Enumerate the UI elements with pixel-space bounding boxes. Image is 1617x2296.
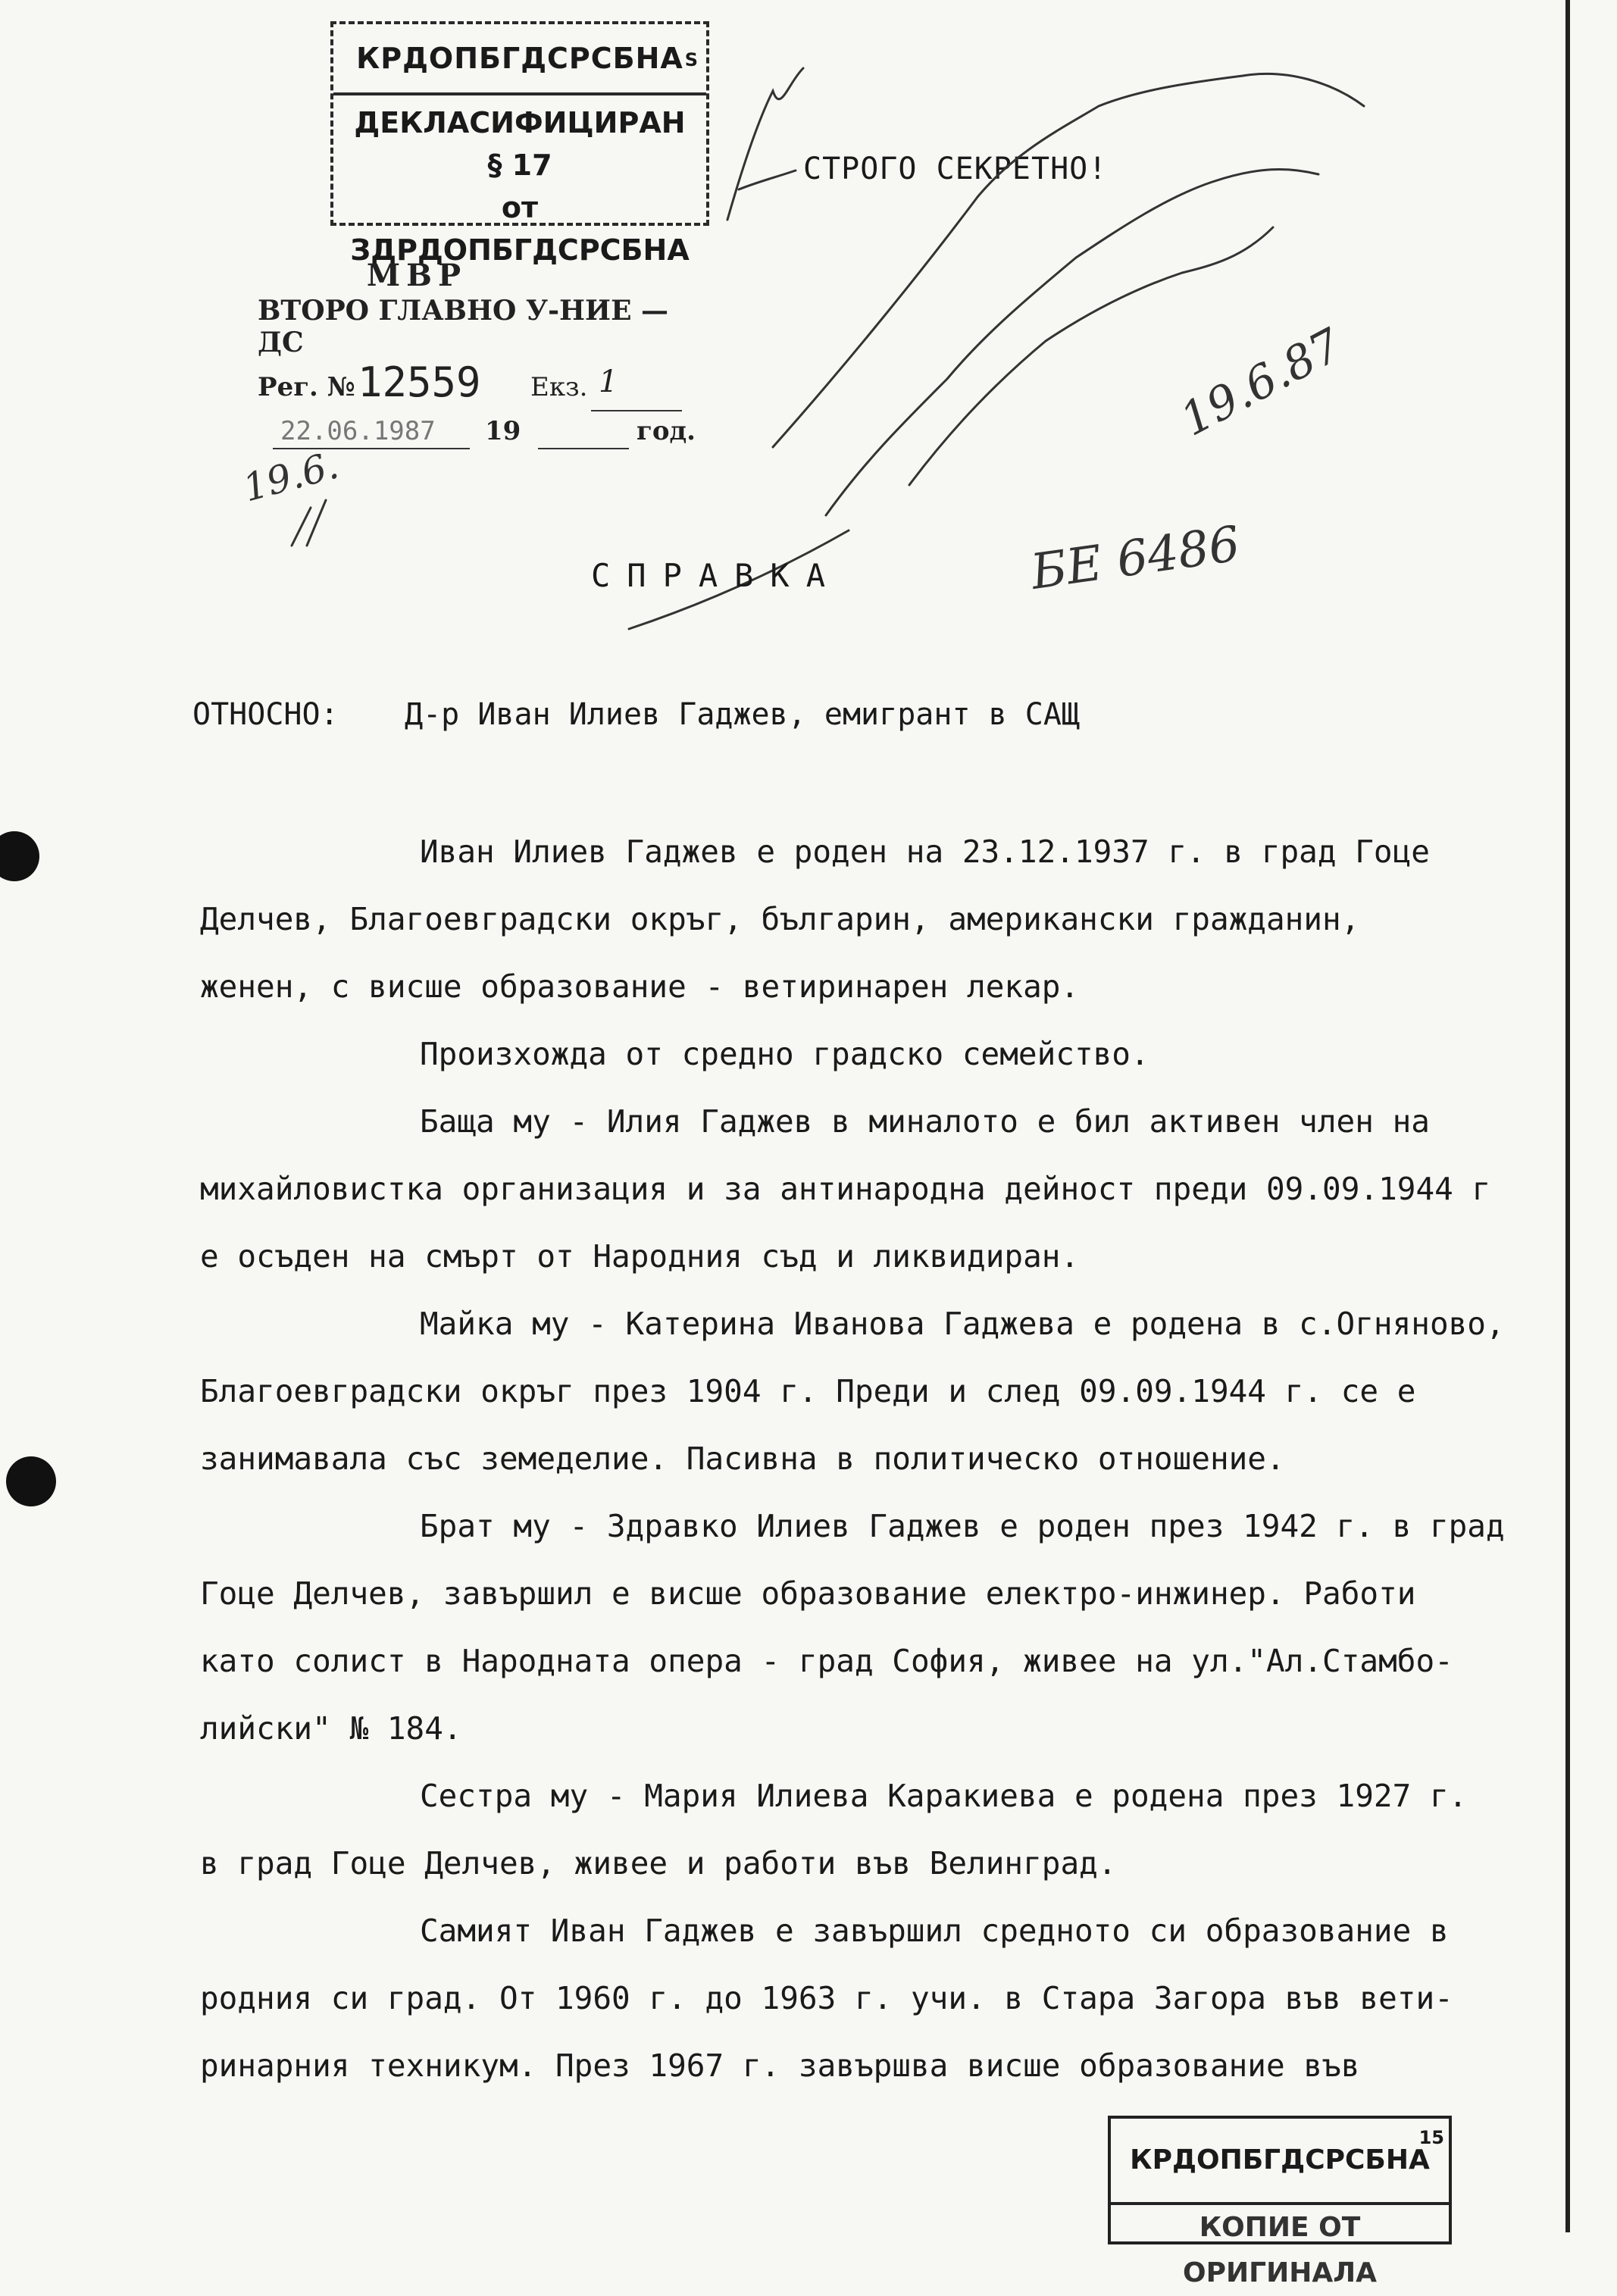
regarding-text: Д-р Иван Илиев Гаджев, емигрант в САЩ [405, 697, 1081, 732]
paragraph: Брат му - Здравко Илиев Гаджев е роден през 1942 г. в град Гоце Делчев, завършил е висше образование електро-инжинер. Работи като солист в Народната опера - град София, живее на ул."Ал.Стамбо- лийски" № 184. [200, 1508, 1505, 1747]
registration-org: МВР [366, 258, 468, 293]
year-prefix: 19 [485, 416, 521, 446]
stamp-line-2: § 17 [487, 149, 552, 182]
margin-date: 19.6. [238, 443, 343, 511]
copy-stamp-header [1111, 2119, 1449, 2205]
stamp-line-3: от ЗДРДОПБГДСРСБНА [350, 191, 690, 267]
margin-tick [292, 500, 326, 546]
signature-scribble [727, 68, 803, 220]
document-body [200, 818, 1587, 2100]
registration-dept: ВТОРО ГЛАВНО У-НИЕ — ДС [258, 295, 669, 358]
ekz-value: 1 [599, 364, 618, 399]
stamp-number: S [684, 49, 699, 70]
stamp-line-1: ДЕКЛАСИФИЦИРАН [354, 106, 686, 139]
ekz-label: Екз. [530, 372, 588, 402]
classification-label: СТРОГО СЕКРЕТНО! [803, 152, 1108, 186]
reg-date: 22.06.1987 [280, 416, 436, 446]
resolution-line-2 [826, 169, 1318, 515]
copy-stamp-number: 15 [1418, 2127, 1444, 2148]
regarding-line [192, 697, 1080, 732]
paragraph: Произхожда от средно градско семейство. [420, 1036, 1149, 1072]
paragraph: Самият Иван Гаджев е завършил средното си образование в родния си град. От 1960 г. до 1963 г. учи. в Стара Загора във вети- ринарния техникум. През 1967 г. завършва висше образование във [200, 1913, 1453, 2084]
document-code: БЕ 6486 [1027, 516, 1243, 601]
reg-number: 12559 [358, 358, 481, 406]
reg-label: Рег. № [258, 372, 355, 402]
copy-stamp-body: КОПИЕ ОТ ОРИГИНАЛА [1183, 2212, 1377, 2288]
punch-hole [6, 1456, 56, 1506]
document-title: СПРАВКА [591, 557, 843, 594]
resolution-line-3 [909, 227, 1273, 485]
stamp-header-text: КРДОПБГДСРСБНА [356, 42, 683, 75]
regarding-label: ОТНОСНО: [192, 697, 339, 732]
paragraph: Баща му - Илия Гаджев в миналото е бил активен член на михайловистка организация и за антинародна дейност преди 09.09.1944 г е осъден на смърт от Народния съд и ликвидиран. [200, 1103, 1491, 1275]
copy-stamp-header-text: КРДОПБГДСРСБНА [1130, 2144, 1430, 2176]
paragraph: Иван Илиев Гаджев е роден на 23.12.1937 г. в град Гоце Делчев, Благоевградски окръг, българин, американски гражданин, женен, с висше образование - ветиринарен лекар. [200, 834, 1430, 1005]
copy-stamp [1108, 2116, 1452, 2288]
paragraph: Майка му - Катерина Иванова Гаджева е родена в с.Огняново, Благоевградски окръг през 1904 г. Преди и след 09.09.1944 г. се е занимавала със земеделие. Пасивна в политическо отношение. [200, 1306, 1505, 1477]
paragraph: Сестра му - Мария Илиева Каракиева е родена през 1927 г. в град Гоце Делчев, живее и работи във Велинград. [200, 1778, 1468, 1882]
year-suffix: год. [636, 416, 696, 446]
note-date: 19.6.87 [1171, 318, 1351, 447]
